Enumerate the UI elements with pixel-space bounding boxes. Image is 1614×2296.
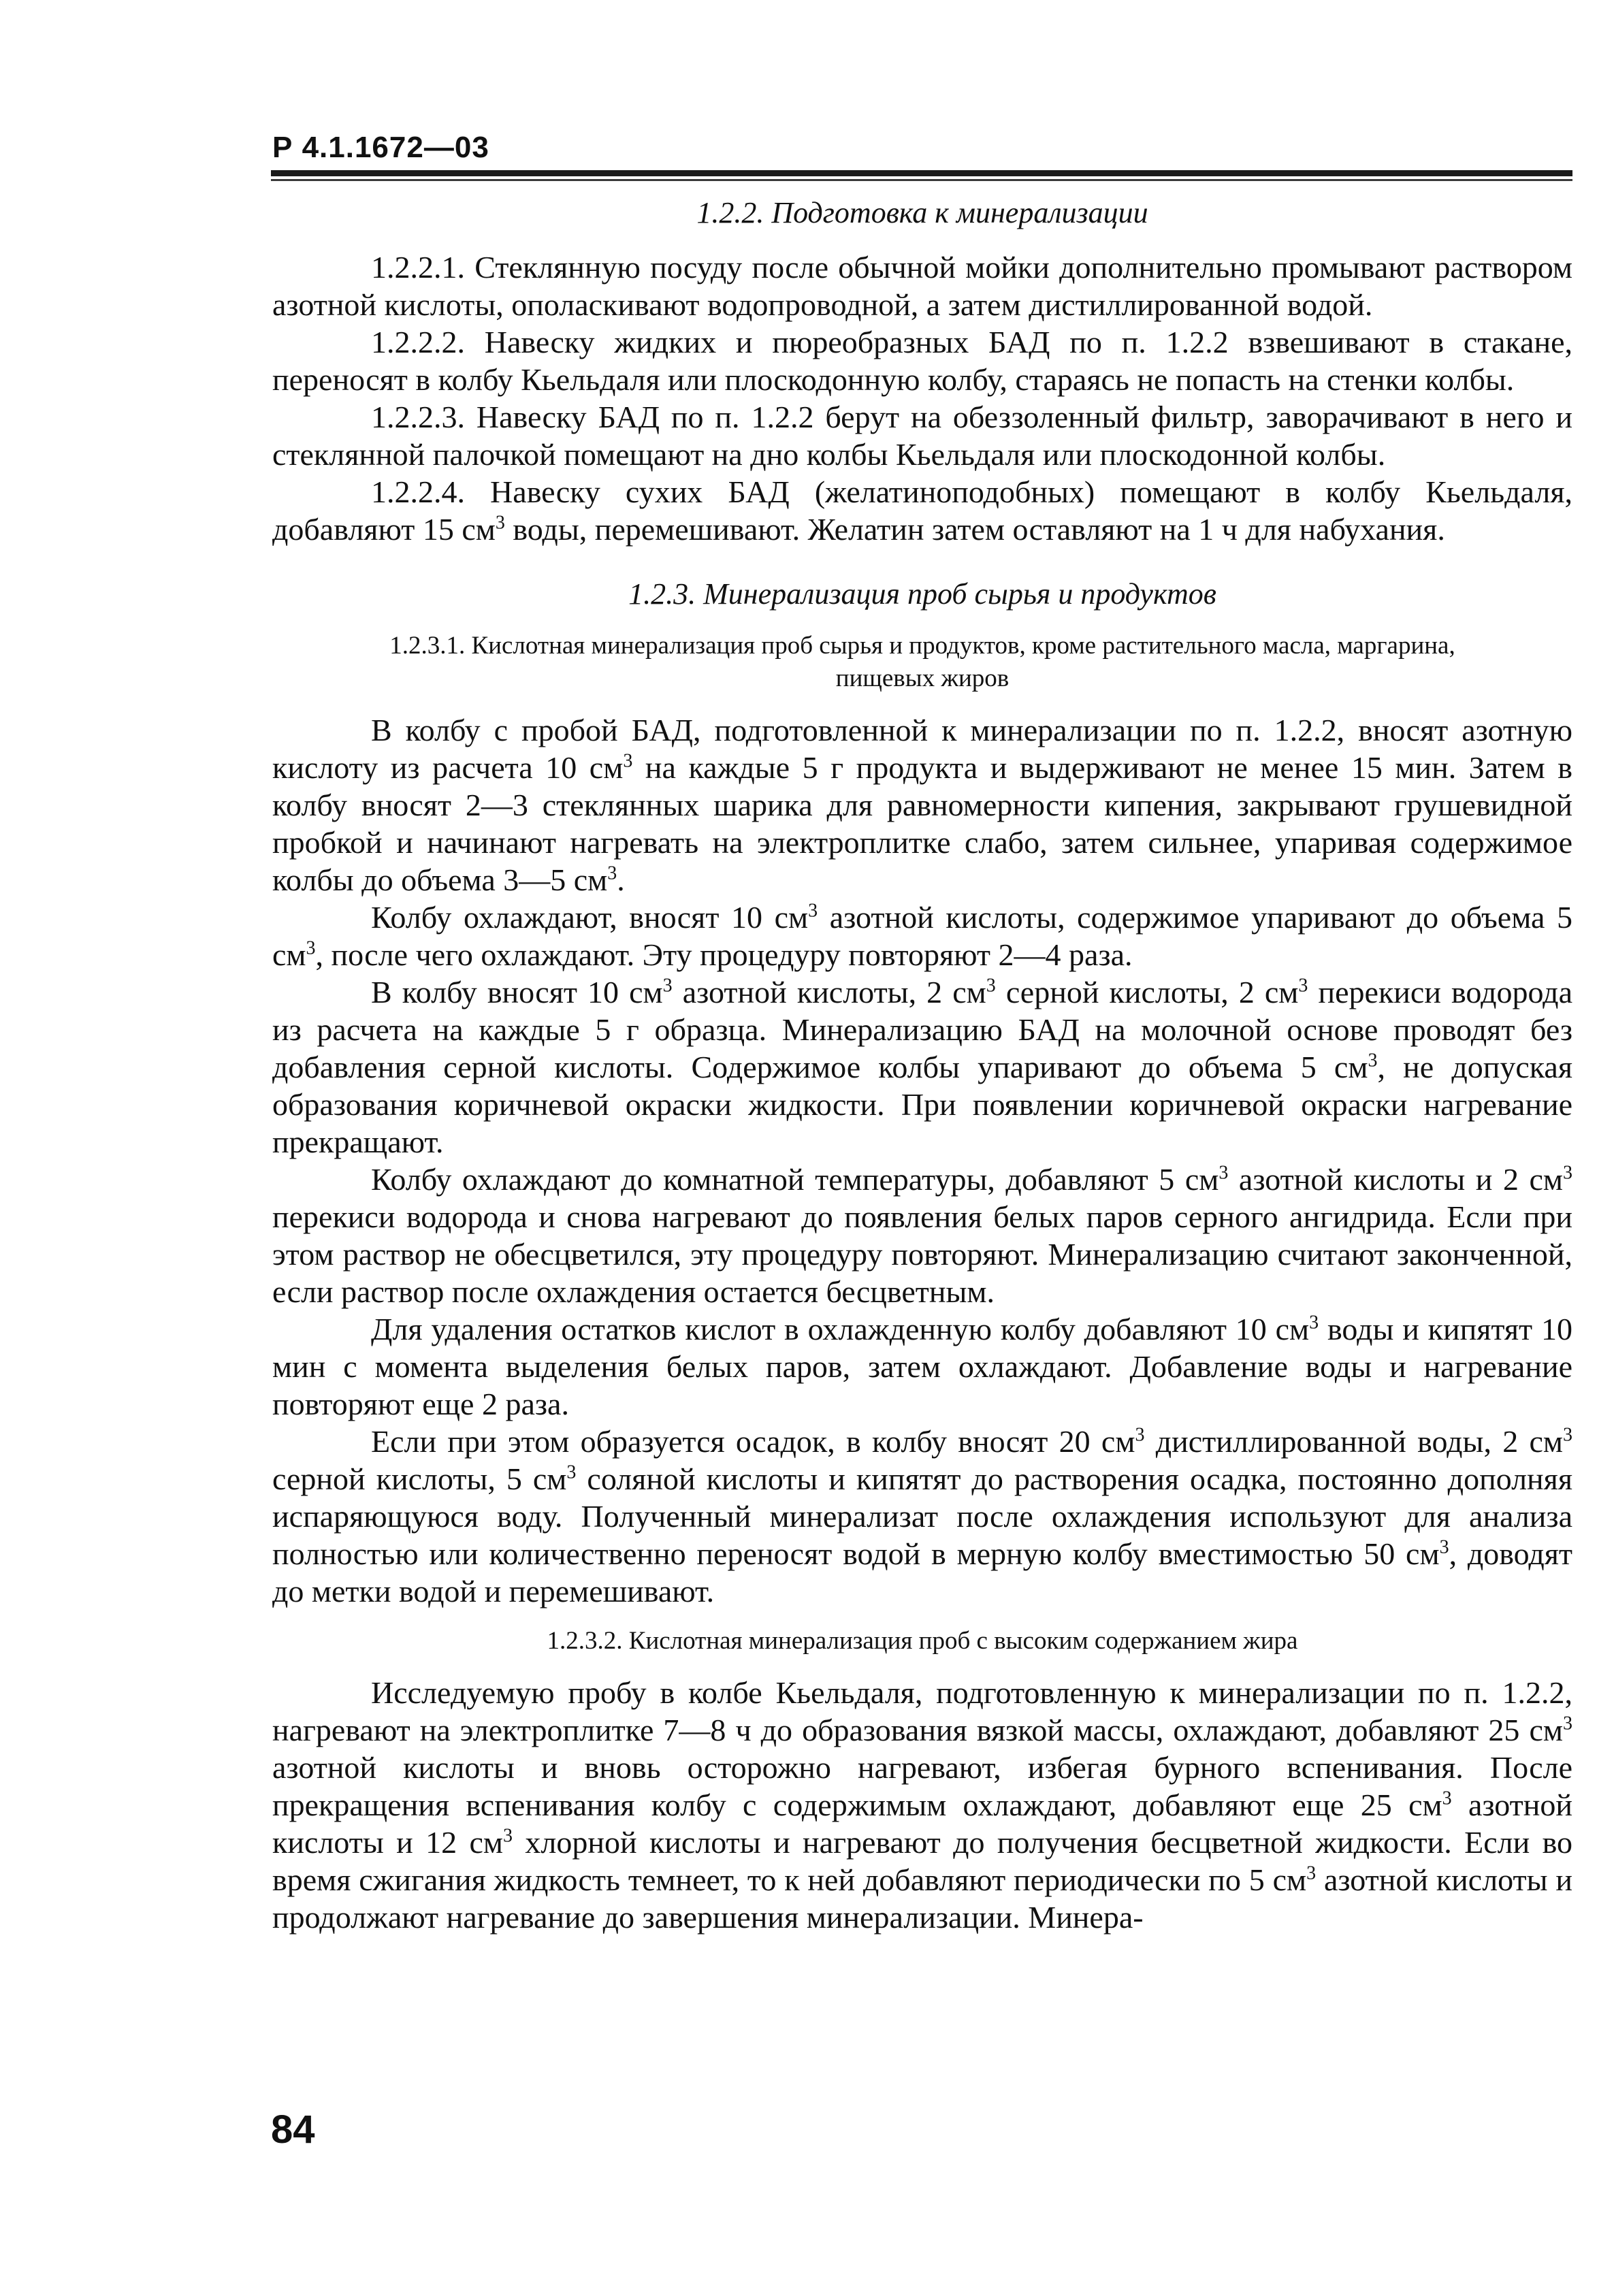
paragraph	[272, 1423, 1572, 1610]
paragraph	[272, 711, 1572, 899]
header-rule-thin	[271, 179, 1572, 181]
superscript: 3	[1563, 1162, 1573, 1184]
superscript: 3	[306, 937, 316, 959]
text-run: воды и кипятят 10 мин с момента выделения белых паров, затем охлаждают. Добавление воды и нагревание повторяют еще 2 раза.	[272, 1312, 1572, 1421]
text-run: азотной кислоты и вновь осторожно нагревают, избегая бурного вспенивания. После прекращения вспенивания колбу с содержимым охлаждают, добавляют еще 25 см	[272, 1750, 1572, 1822]
superscript: 3	[1218, 1162, 1229, 1184]
text-run: Если при этом образуется осадок, в колбу вносят 20 см	[371, 1424, 1135, 1459]
superscript: 3	[1298, 975, 1308, 997]
section-heading-1-2-3: 1.2.3. Минерализация проб сырья и продуктов	[628, 577, 1216, 611]
text-run: азотной кислоты, содержимое упаривают до объема 5 см	[272, 900, 1573, 972]
superscript: 3	[1306, 1862, 1317, 1884]
paragraph	[272, 973, 1572, 1161]
text-run: азотной кислоты, 2 см	[672, 975, 986, 1009]
superscript: 3	[566, 1461, 577, 1483]
page-number: 84	[271, 2107, 315, 2152]
superscript: 3	[1563, 1713, 1572, 1734]
paragraph	[272, 899, 1572, 973]
paragraph	[272, 398, 1572, 473]
paragraph	[272, 1161, 1572, 1310]
superscript: 3	[1563, 1424, 1573, 1446]
text-run: на каждые 5 г продукта и выдерживают не менее 15 мин. Затем в колбу вносят 2—3 стеклянных шарика для равномерности кипения, закрывают грушевидной пробкой и начинают нагревать на электроплитке слабо, затем сильнее, упаривая содержимое колбы до объема 3—5 см	[272, 750, 1572, 897]
text-run: Исследуемую пробу в колбе Кьельдаля, подготовленную к минерализации по п. 1.2.2, нагревают на электроплитке 7—8 ч до образования вязкой массы, охлаждают, добавляют 25 см	[272, 1675, 1572, 1747]
text-run: азотной кислоты и 2 см	[1228, 1162, 1564, 1197]
text-run: .	[617, 862, 625, 897]
paragraph	[272, 1674, 1572, 1936]
superscript: 3	[607, 862, 617, 884]
subsection-1-2-3-1-paragraphs	[272, 711, 1572, 1610]
text-run: 1.2.2.1. Стеклянную посуду после обычной мойки дополнительно промывают раствором азотной кислоты, ополаскивают водопроводной, а затем дистиллированной водой.	[272, 250, 1572, 322]
superscript: 3	[1442, 1788, 1452, 1809]
superscript: 3	[495, 512, 505, 534]
paragraph	[272, 323, 1572, 398]
header-rule-thick	[271, 170, 1572, 176]
superscript: 3	[1309, 1312, 1319, 1333]
paragraph	[272, 473, 1572, 548]
subsection-heading-1-2-3-1: 1.2.3.1. Кислотная минерализация проб сырья и продуктов, кроме растительного масла, маргарина, пищевых жиров	[389, 632, 1455, 692]
text-run: азотной кислоты и 12 см	[272, 1788, 1572, 1860]
text-run: перекиси водорода из расчета на каждые 5 г образца. Минерализацию БАД на молочной основе проводят без добавления серной кислоты. Содержимое колбы упаривают до объема 5 см	[272, 975, 1572, 1084]
text-run: воды, перемешивают. Желатин затем оставляют на 1 ч для набухания.	[504, 512, 1445, 547]
subsection-heading-1-2-3-2: 1.2.3.2. Кислотная минерализация проб с высоким содержанием жира	[547, 1627, 1298, 1655]
section-heading-1-2-2: 1.2.2. Подготовка к минерализации	[696, 196, 1148, 229]
page-body	[272, 194, 1572, 1936]
text-run: Для удаления остатков кислот в охлажденную колбу добавляют 10 см	[371, 1312, 1310, 1346]
subsection-1-2-3-2-paragraphs	[272, 1674, 1572, 1936]
paragraph	[272, 248, 1572, 323]
document-code: Р 4.1.1672—03	[272, 131, 489, 164]
superscript: 3	[623, 750, 633, 772]
text-run: 1.2.2.2. Навеску жидких и пюреобразных БАД по п. 1.2.2 взвешивают в стакане, переносят в колбу Кьельдаля или плоскодонную колбу, стараясь не попасть на стенки колбы.	[272, 325, 1572, 397]
text-run: Колбу охлаждают, вносят 10 см	[371, 900, 809, 935]
section-1-2-2-paragraphs	[272, 248, 1572, 548]
text-run: хлорной кислоты и нагревают до получения бесцветной жидкости. Если во время сжигания жидкость темнеет, то к ней добавляют периодически по 5 см	[272, 1825, 1573, 1897]
text-run: дистиллированной воды, 2 см	[1144, 1424, 1564, 1459]
text-run: В колбу вносят 10 см	[371, 975, 663, 1009]
superscript: 3	[1368, 1050, 1378, 1071]
superscript: 3	[503, 1825, 513, 1847]
paragraph	[272, 1310, 1572, 1423]
superscript: 3	[986, 975, 996, 997]
text-run: , не допуская образования коричневой окраски жидкости. При появлении коричневой окраски нагревание прекращают.	[272, 1050, 1573, 1159]
text-run: перекиси водорода и снова нагревают до появления белых паров серного ангидрида. Если при этом раствор не обесцветился, эту процедуру повторяют. Минерализацию считают законченной, если раствор после охлаждения остается бесцветным.	[272, 1199, 1572, 1309]
superscript: 3	[1135, 1424, 1145, 1446]
text-run: Колбу охлаждают до комнатной температуры, добавляют 5 см	[371, 1162, 1219, 1197]
superscript: 3	[662, 975, 673, 997]
text-run: азотной кислоты и продолжают нагревание до завершения минерализации. Минера-	[272, 1862, 1573, 1935]
superscript: 3	[1439, 1536, 1449, 1558]
text-run: соляной кислоты и кипятят до растворения осадка, постоянно дополняя испаряющуюся воду. Полученный минерализат после охлаждения используют для анализа полностью или количественно переносят водой в мерную колбу вместимостью 50 см	[272, 1461, 1572, 1571]
text-run: , доводят до метки водой и перемешивают.	[272, 1536, 1572, 1608]
text-run: серной кислоты, 5 см	[272, 1461, 567, 1496]
text-run: , после чего охлаждают. Эту процедуру повторяют 2—4 раза.	[315, 937, 1133, 972]
text-run: В колбу с пробой БАД, подготовленной к минерализации по п. 1.2.2, вносят азотную кислоту из расчета 10 см	[272, 713, 1572, 785]
superscript: 3	[808, 900, 818, 922]
text-run: 1.2.2.3. Навеску БАД по п. 1.2.2 берут на обеззоленный фильтр, заворачивают в него и стеклянной палочкой помещают на дно колбы Кьельдаля или плоскодонной колбы.	[272, 400, 1572, 472]
text-run: серной кислоты, 2 см	[995, 975, 1299, 1009]
text-run: 1.2.2.4. Навеску сухих БАД (желатиноподобных) помещают в колбу Кьельдаля, добавляют 15 см	[272, 474, 1572, 547]
